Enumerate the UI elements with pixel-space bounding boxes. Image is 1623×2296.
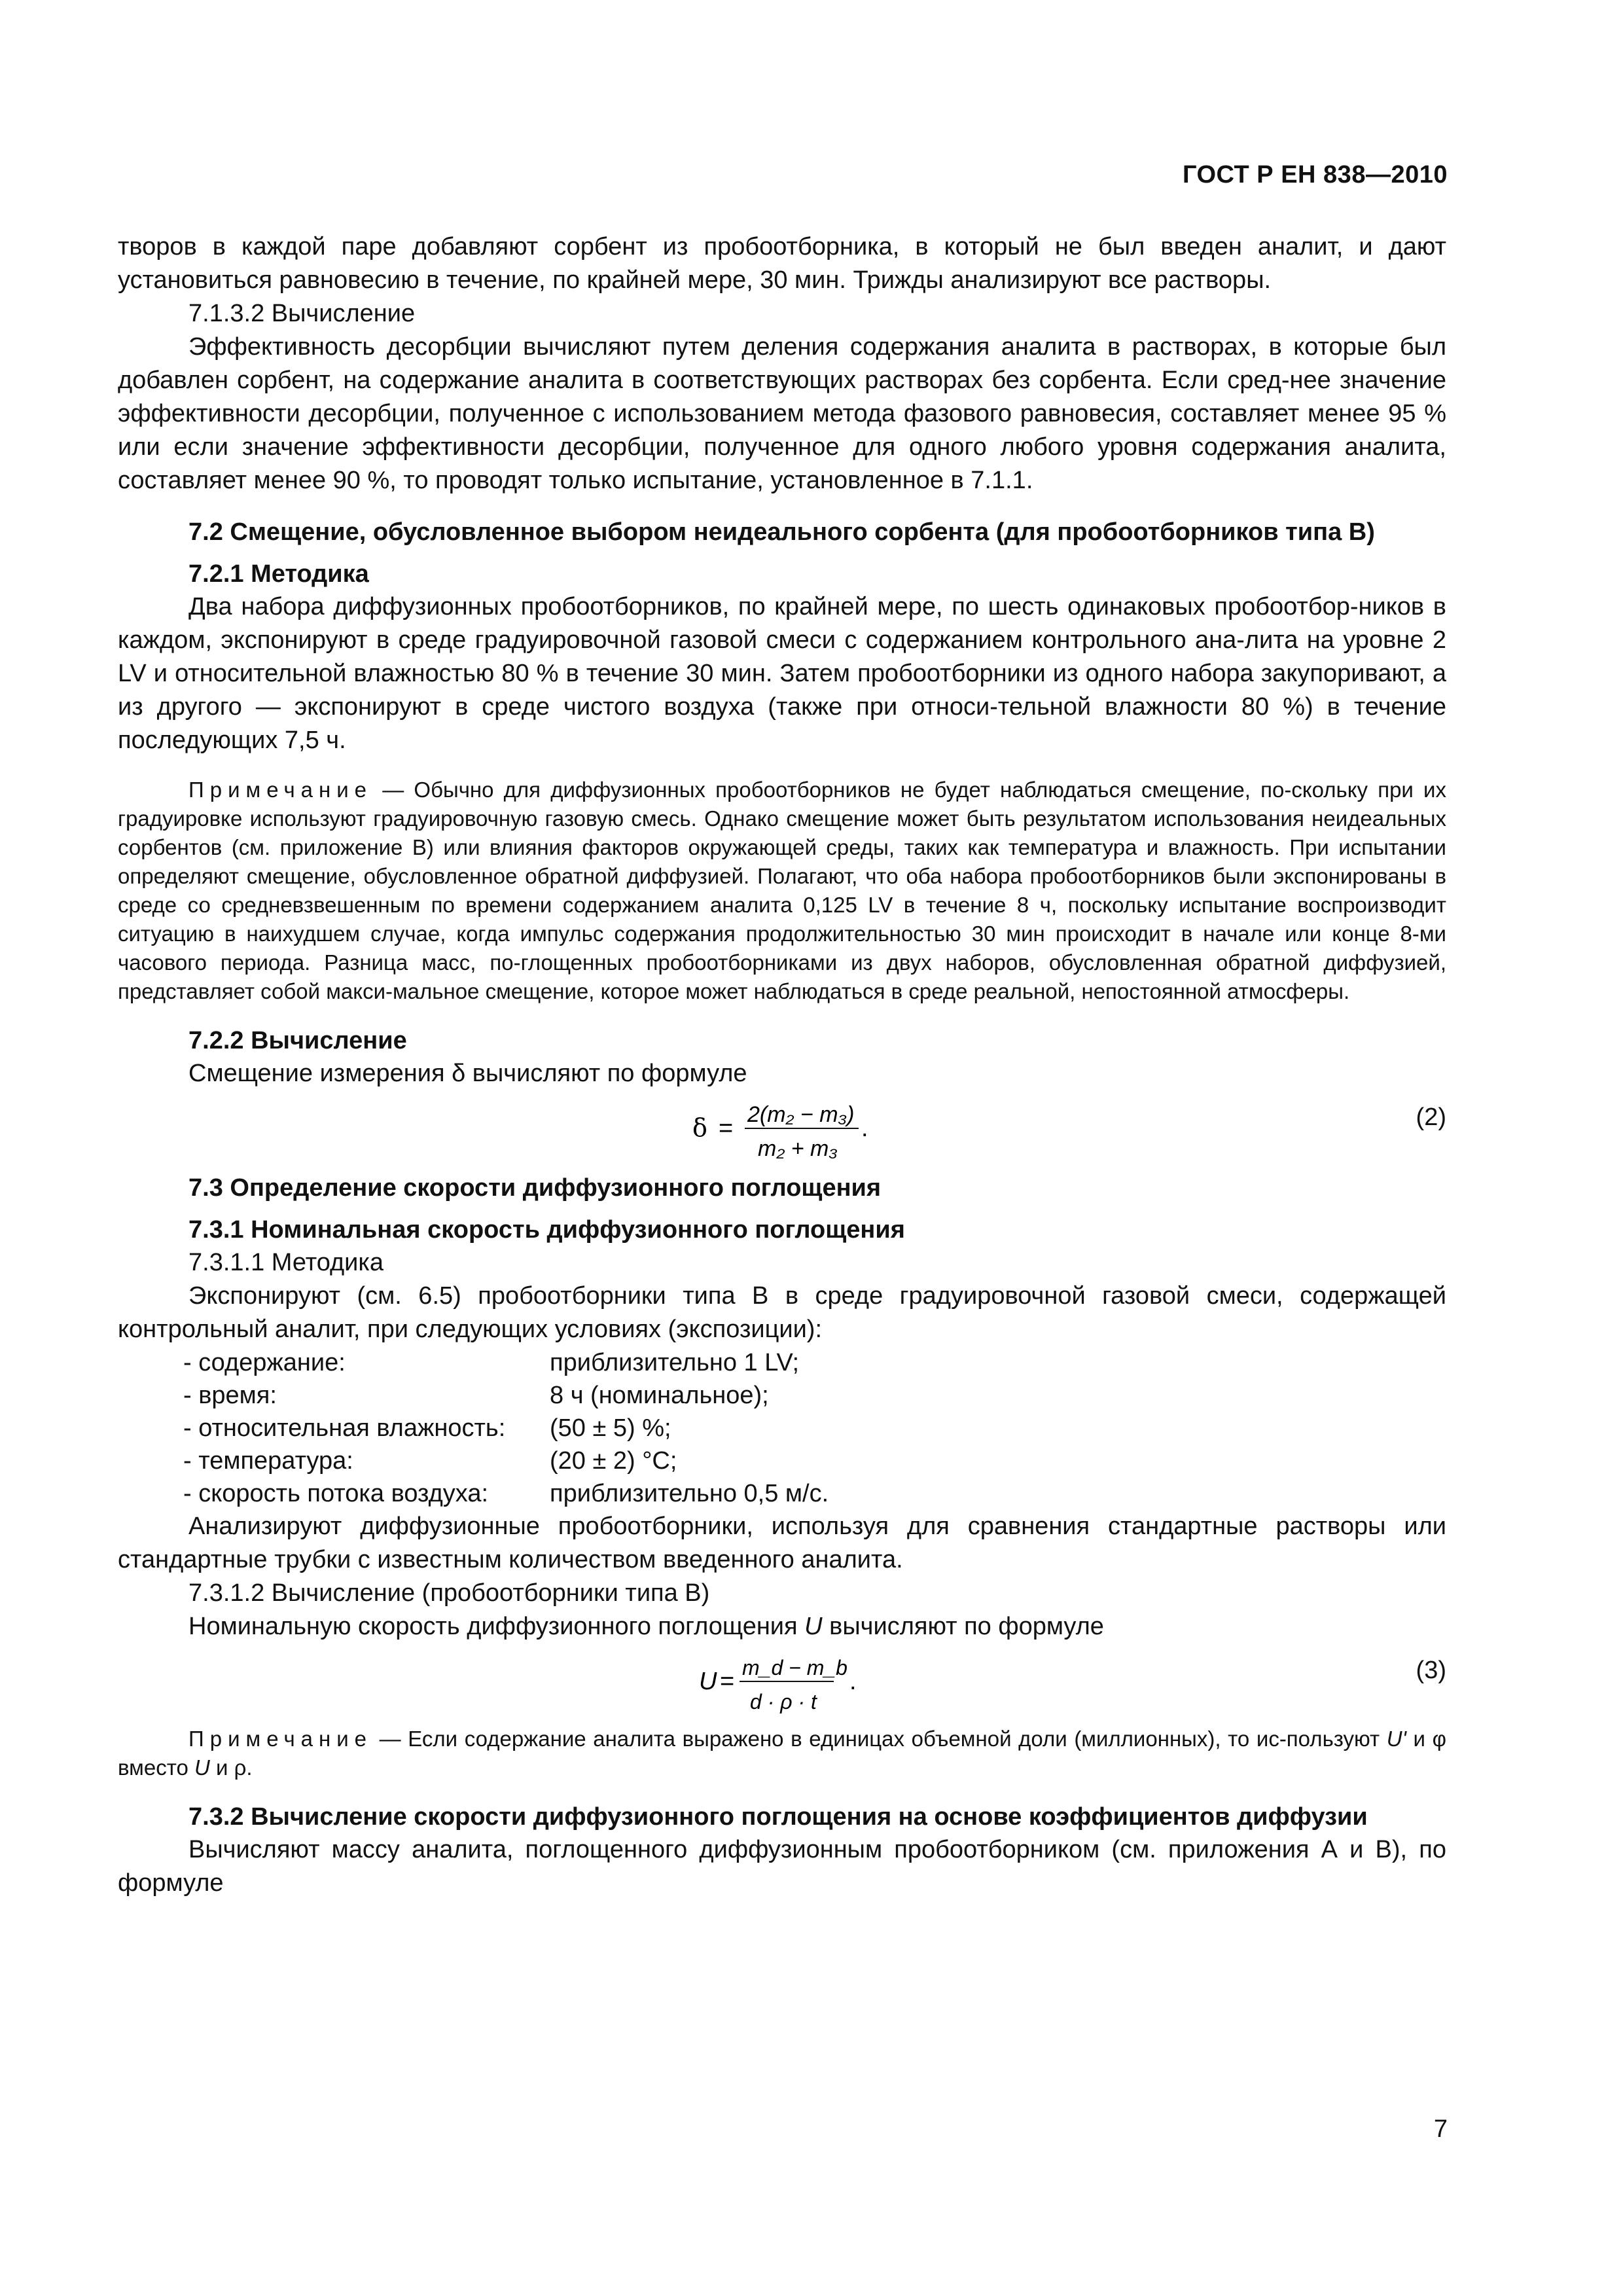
condition-label: - относительная влажность: <box>183 1414 506 1442</box>
formula-3-period: . <box>849 1668 857 1695</box>
formula-3-numerator: m_d − m_b <box>742 1656 847 1679</box>
note-paragraph-1 <box>118 776 1446 1006</box>
condition-row <box>118 1379 1446 1412</box>
formula-3-lhs: U <box>699 1668 717 1695</box>
formula-2-numerator: 2(m₂ − m₃) <box>747 1102 855 1127</box>
condition-value: 8 ч (номинальное); <box>550 1382 769 1409</box>
text-part: вычисляют по формуле <box>822 1613 1104 1640</box>
condition-row <box>118 1346 1446 1379</box>
note-label: Примечание <box>188 1727 373 1751</box>
paragraph-bias-formula-intro: Смещение измерения δ вычисляют по формуле <box>188 1060 747 1087</box>
condition-row <box>118 1412 1446 1444</box>
formula-2 <box>118 1090 1446 1162</box>
formula-2-period: . <box>861 1115 868 1142</box>
condition-label: - температура: <box>183 1447 353 1475</box>
note-text: — Обычно для диффузионных пробоотборников не будет наблюдаться смещение, по-скольку при их градуировке используют градуировочную газовую смесь. Однако смещение может быть результатом использования неидеальных сорбентов (см. приложение В) или влияния факторов окружающей среды, таких как температура и влажность. При испытании определяют смещение, обусловленное обратной диффузией. Полагают, что оба набора пробоотборников были экспонированы в среде со средневзвешенным по времени содержанием аналита 0,125 LV в течение 8 ч, поскольку испытание воспроизводит ситуацию в наихудшем случае, когда импульс содержания продолжительностью 30 мин происходит в начале или конце 8-ми часового периода. Разница масс, по-глощенных пробоотборниками из двух наборов, обусловленная обратной диффузией, представляет собой макси-мальное смещение, которое может наблюдаться в среде реальной, непостоянной атмосферы. <box>118 778 1446 1003</box>
note-text: — Если содержание аналита выражено в единицах объемной доли (миллионных), то ис-пользуют <box>372 1727 1387 1751</box>
document-id-header: ГОСТ Р ЕН 838—2010 <box>1182 161 1448 188</box>
formula-2-denominator: m₂ + m₃ <box>758 1136 838 1161</box>
formula-2-equals: = <box>719 1115 734 1142</box>
formula-3 <box>118 1643 1446 1715</box>
condition-value: (50 ± 5) %; <box>550 1414 671 1442</box>
condition-value: приблизительно 1 LV; <box>550 1349 800 1376</box>
condition-row <box>118 1444 1446 1477</box>
condition-label: - содержание: <box>183 1349 346 1376</box>
note-text: и φ вместо <box>118 1727 1446 1780</box>
condition-row <box>118 1477 1446 1510</box>
condition-label: - скорость потока воздуха: <box>183 1480 489 1507</box>
section-heading-7-3: 7.3 Определение скорости диффузионного поглощения <box>188 1174 882 1202</box>
formula-2-graphic <box>118 1090 1446 1162</box>
variable-u: U <box>804 1613 823 1640</box>
condition-value: (20 ± 2) °С; <box>550 1447 677 1475</box>
subsection-heading-7-3-1-1: 7.3.1.1 Методика <box>188 1249 383 1276</box>
formula-2-lhs: δ <box>692 1113 707 1142</box>
note-label: Примечание <box>188 778 373 802</box>
variable-u-prime: U' <box>1386 1727 1406 1751</box>
formula-2-number: (2) <box>1416 1103 1446 1131</box>
paragraph-desorption-efficiency: Эффективность десорбции вычисляют путем деления содержания аналита в растворах, в которые был добавлен сорбент, на содержание аналита в соответствующих растворах без сорбента. Если сред-нее значение эффективности десорбции, полученное с использованием метода фазового равновесия, составляет менее 95 % или если значение эффективности десорбции, полученное для одного любого уровня содержания аналита, составляет менее 90 %, то проводят только испытание, установленное в 7.1.1. <box>118 333 1446 494</box>
continued-paragraph: творов в каждой паре добавляют сорбент из пробоотборника, в который не был введен аналит, и дают установиться равновесию в течение, по крайней мере, 30 мин. Трижды анализируют все растворы. <box>118 233 1446 294</box>
conditions-list <box>118 1346 1446 1510</box>
condition-label: - время: <box>183 1382 277 1409</box>
formula-3-graphic <box>118 1643 1446 1715</box>
note-text: и ρ. <box>209 1755 253 1780</box>
note-paragraph-2 <box>118 1725 1446 1782</box>
paragraph-mass-formula-intro: Вычисляют массу аналита, поглощенного диффузионным пробоотборником (см. приложения А и В), по формуле <box>118 1836 1446 1897</box>
subsection-heading-7-3-2: 7.3.2 Вычисление скорости диффузионного поглощения на основе коэффициентов диффузии <box>188 1803 1368 1831</box>
formula-3-denominator: d · ρ · t <box>750 1690 817 1713</box>
formula-3-number: (3) <box>1416 1657 1446 1684</box>
subsection-heading-7-2-2: 7.2.2 Вычисление <box>188 1027 407 1054</box>
page-number: 7 <box>1433 2115 1448 2143</box>
paragraph-exposure-conditions: Экспонируют (см. 6.5) пробоотборники типа В в среде градуировочной газовой смеси, содержащей контрольный аналит, при следующих условиях (экспозиции): <box>118 1282 1446 1343</box>
paragraph-method-7-2-1: Два набора диффузионных пробоотборников, по крайней мере, по шесть одинаковых пробоотбор-ников в каждом, экспонируют в среде градуировочной газовой смеси с содержанием контрольного ана-лита на уровне 2 LV и относительной влажностью 80 % в течение 30 мин. Затем пробоотборники из одного набора закупоривают, а из другого — экспонируют в среде чистого воздуха (также при относи-тельной влажности 80 %) в течение последующих 7,5 ч. <box>118 593 1446 754</box>
formula-3-equals: = <box>720 1668 735 1695</box>
paragraph-analysis: Анализируют диффузионные пробоотборники, используя для сравнения стандартные растворы или стандартные трубки с известным количеством введенного аналита. <box>118 1513 1446 1573</box>
subsection-heading-7-1-3-2: 7.1.3.2 Вычисление <box>188 300 416 327</box>
section-heading-7-2: 7.2 Смещение, обусловленное выбором неидеального сорбента (для пробоотборников типа В) <box>188 518 1375 546</box>
subsection-heading-7-3-1-2: 7.3.1.2 Вычисление (пробоотборники типа В) <box>188 1579 710 1607</box>
subsection-heading-7-2-1: 7.2.1 Методика <box>188 560 369 588</box>
subsection-heading-7-3-1: 7.3.1 Номинальная скорость диффузионного поглощения <box>188 1216 905 1244</box>
body-column <box>118 230 1446 1900</box>
paragraph-uptake-formula-intro <box>118 1610 1446 1643</box>
condition-value: приблизительно 0,5 м/с. <box>550 1480 829 1507</box>
text-part: Номинальную скорость диффузионного поглощения <box>188 1613 805 1640</box>
variable-u: U <box>194 1755 210 1780</box>
